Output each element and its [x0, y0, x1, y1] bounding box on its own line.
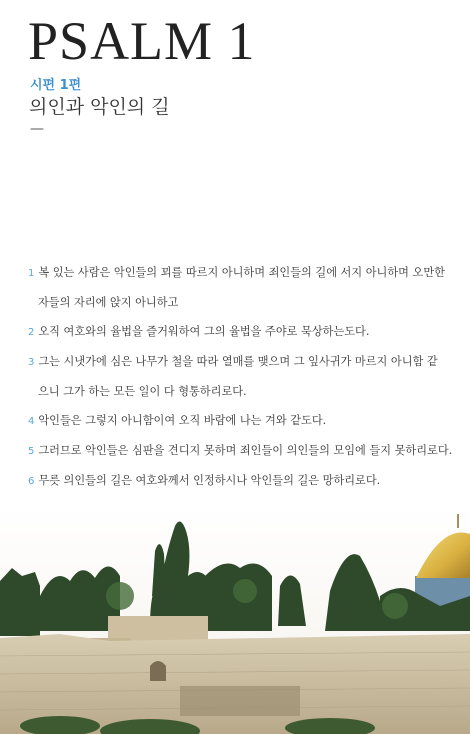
verse-text: 오직 여호와의 율법을 즐거워하여 그의 율법을 주야로 묵상하는도다.	[38, 325, 370, 338]
verse-number: 4	[28, 416, 35, 427]
verse-text: 그는 시냇가에 심은 나무가 철을 따라 열매를 맺으며 그 잎사귀가 마르지 아니함 같	[38, 355, 438, 368]
verse-text-continued: 으니 그가 하는 모든 일이 다 형통하리로다.	[38, 385, 247, 398]
section-heading: 의인과 악인의 길	[29, 96, 170, 118]
chapter-subtitle: 시편 1편	[30, 78, 82, 93]
verse-text: 악인들은 그렇지 아니함이여 오직 바람에 나는 겨와 같도다.	[38, 414, 327, 427]
jerusalem-wall-photo	[0, 506, 470, 734]
verse-number: 2	[28, 327, 35, 338]
heading-divider: —	[30, 121, 44, 137]
verse-number: 1	[28, 268, 35, 279]
verse-text: 복 있는 사람은 악인들의 꾀를 따르지 아니하며 죄인들의 길에 서지 아니하며 오만한	[38, 266, 445, 279]
verse-text: 그러므로 악인들은 심판을 견디지 못하며 죄인들이 의인들의 모임에 들지 못하리로다.	[38, 444, 453, 457]
verse-number: 3	[28, 357, 35, 368]
verse-4	[28, 406, 453, 436]
verse-6	[28, 466, 453, 496]
verse-1	[28, 258, 453, 317]
verse-3	[28, 347, 453, 406]
verse-number: 5	[28, 446, 35, 457]
verse-text-continued: 자들의 자리에 앉지 아니하고	[38, 296, 179, 309]
verse-list	[28, 258, 453, 496]
verse-2	[28, 317, 453, 347]
verse-5	[28, 436, 453, 466]
verse-text: 무릇 의인들의 길은 여호와께서 인정하시나 악인들의 길은 망하리로다.	[38, 474, 381, 487]
page-title: PSALM 1	[28, 11, 256, 71]
verse-number: 6	[28, 476, 35, 487]
